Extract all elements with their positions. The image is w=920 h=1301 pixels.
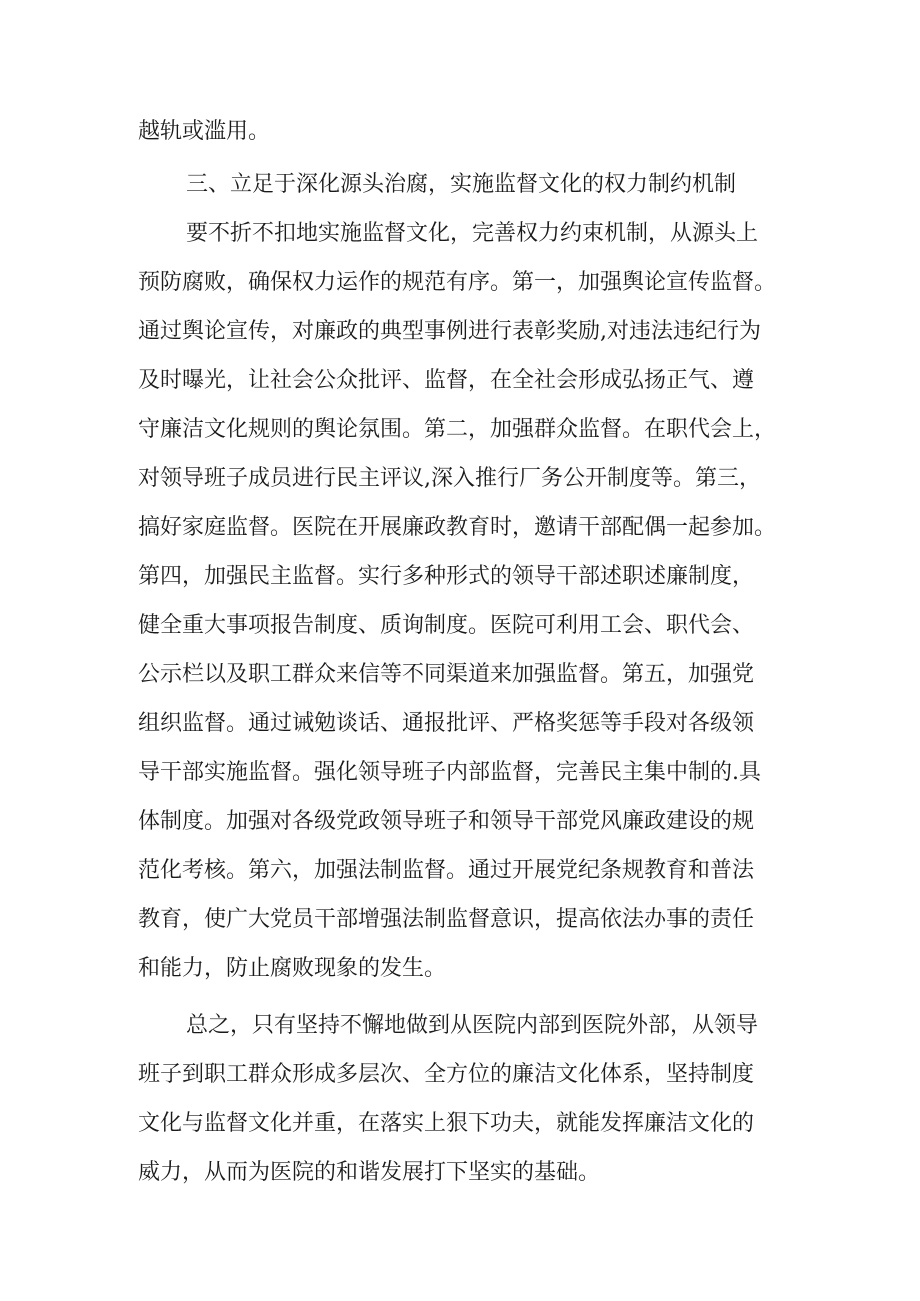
- text-line: 威力，从而为医院的和谐发展打下坚实的基础。: [138, 1160, 601, 1185]
- text-line: 越轨或滥用。: [138, 119, 271, 144]
- text-line: 和能力，防止腐败现象的发生。: [138, 956, 447, 981]
- text-line: 文化与监督文化并重，在落实上狠下功夫，就能发挥廉洁文化的: [138, 1111, 755, 1136]
- text-line: 总之，只有坚持不懈地做到从医院内部到医院外部，从领导: [186, 1013, 759, 1038]
- text-line: 班子到职工群众形成多层次、全方位的廉洁文化体系，坚持制度: [138, 1062, 755, 1087]
- text-line: 通过舆论宣传，对廉政的典型事例进行表彰奖励,对违法违纪行为: [138, 319, 761, 344]
- text-line: 教育，使广大党员干部增强法制监督意识，提高依法办事的责任: [138, 907, 755, 932]
- text-line: 范化考核。第六，加强法制监督。通过开展党纪条规教育和普法: [138, 858, 755, 883]
- text-line: 第四，加强民主监督。实行多种形式的领导干部述职述廉制度，: [138, 564, 755, 589]
- text-line: 守廉洁文化规则的舆论氛围。第二，加强群众监督。在职代会上，: [138, 417, 777, 442]
- text-line: 及时曝光，让社会公众批评、监督，在全社会形成弘扬正气、遵: [138, 368, 755, 393]
- text-line: 要不折不扣地实施监督文化，完善权力约束机制，从源头上: [186, 221, 759, 246]
- text-line: 导干部实施监督。强化领导班子内部监督，完善民主集中制的.具: [138, 760, 761, 785]
- text-line: 对领导班子成员进行民主评议,深入推行厂务公开制度等。第三，: [138, 466, 761, 491]
- text-line: 组织监督。通过诫勉谈话、通报批评、严格奖惩等手段对各级领: [138, 711, 755, 736]
- text-line: 预防腐败，确保权力运作的规范有序。第一，加强舆论宣传监督。: [138, 270, 777, 295]
- text-line: 健全重大事项报告制度、质询制度。医院可利用工会、职代会、: [138, 613, 755, 638]
- text-line: 体制度。加强对各级党政领导班子和领导干部党风廉政建设的规: [138, 809, 755, 834]
- text-line: 公示栏以及职工群众来信等不同渠道来加强监督。第五，加强党: [138, 662, 755, 687]
- text-line: 搞好家庭监督。医院在开展廉政教育时，邀请干部配偶一起参加。: [138, 515, 777, 540]
- section-heading: 三、立足于深化源头治腐，实施监督文化的权力制约机制: [186, 172, 737, 197]
